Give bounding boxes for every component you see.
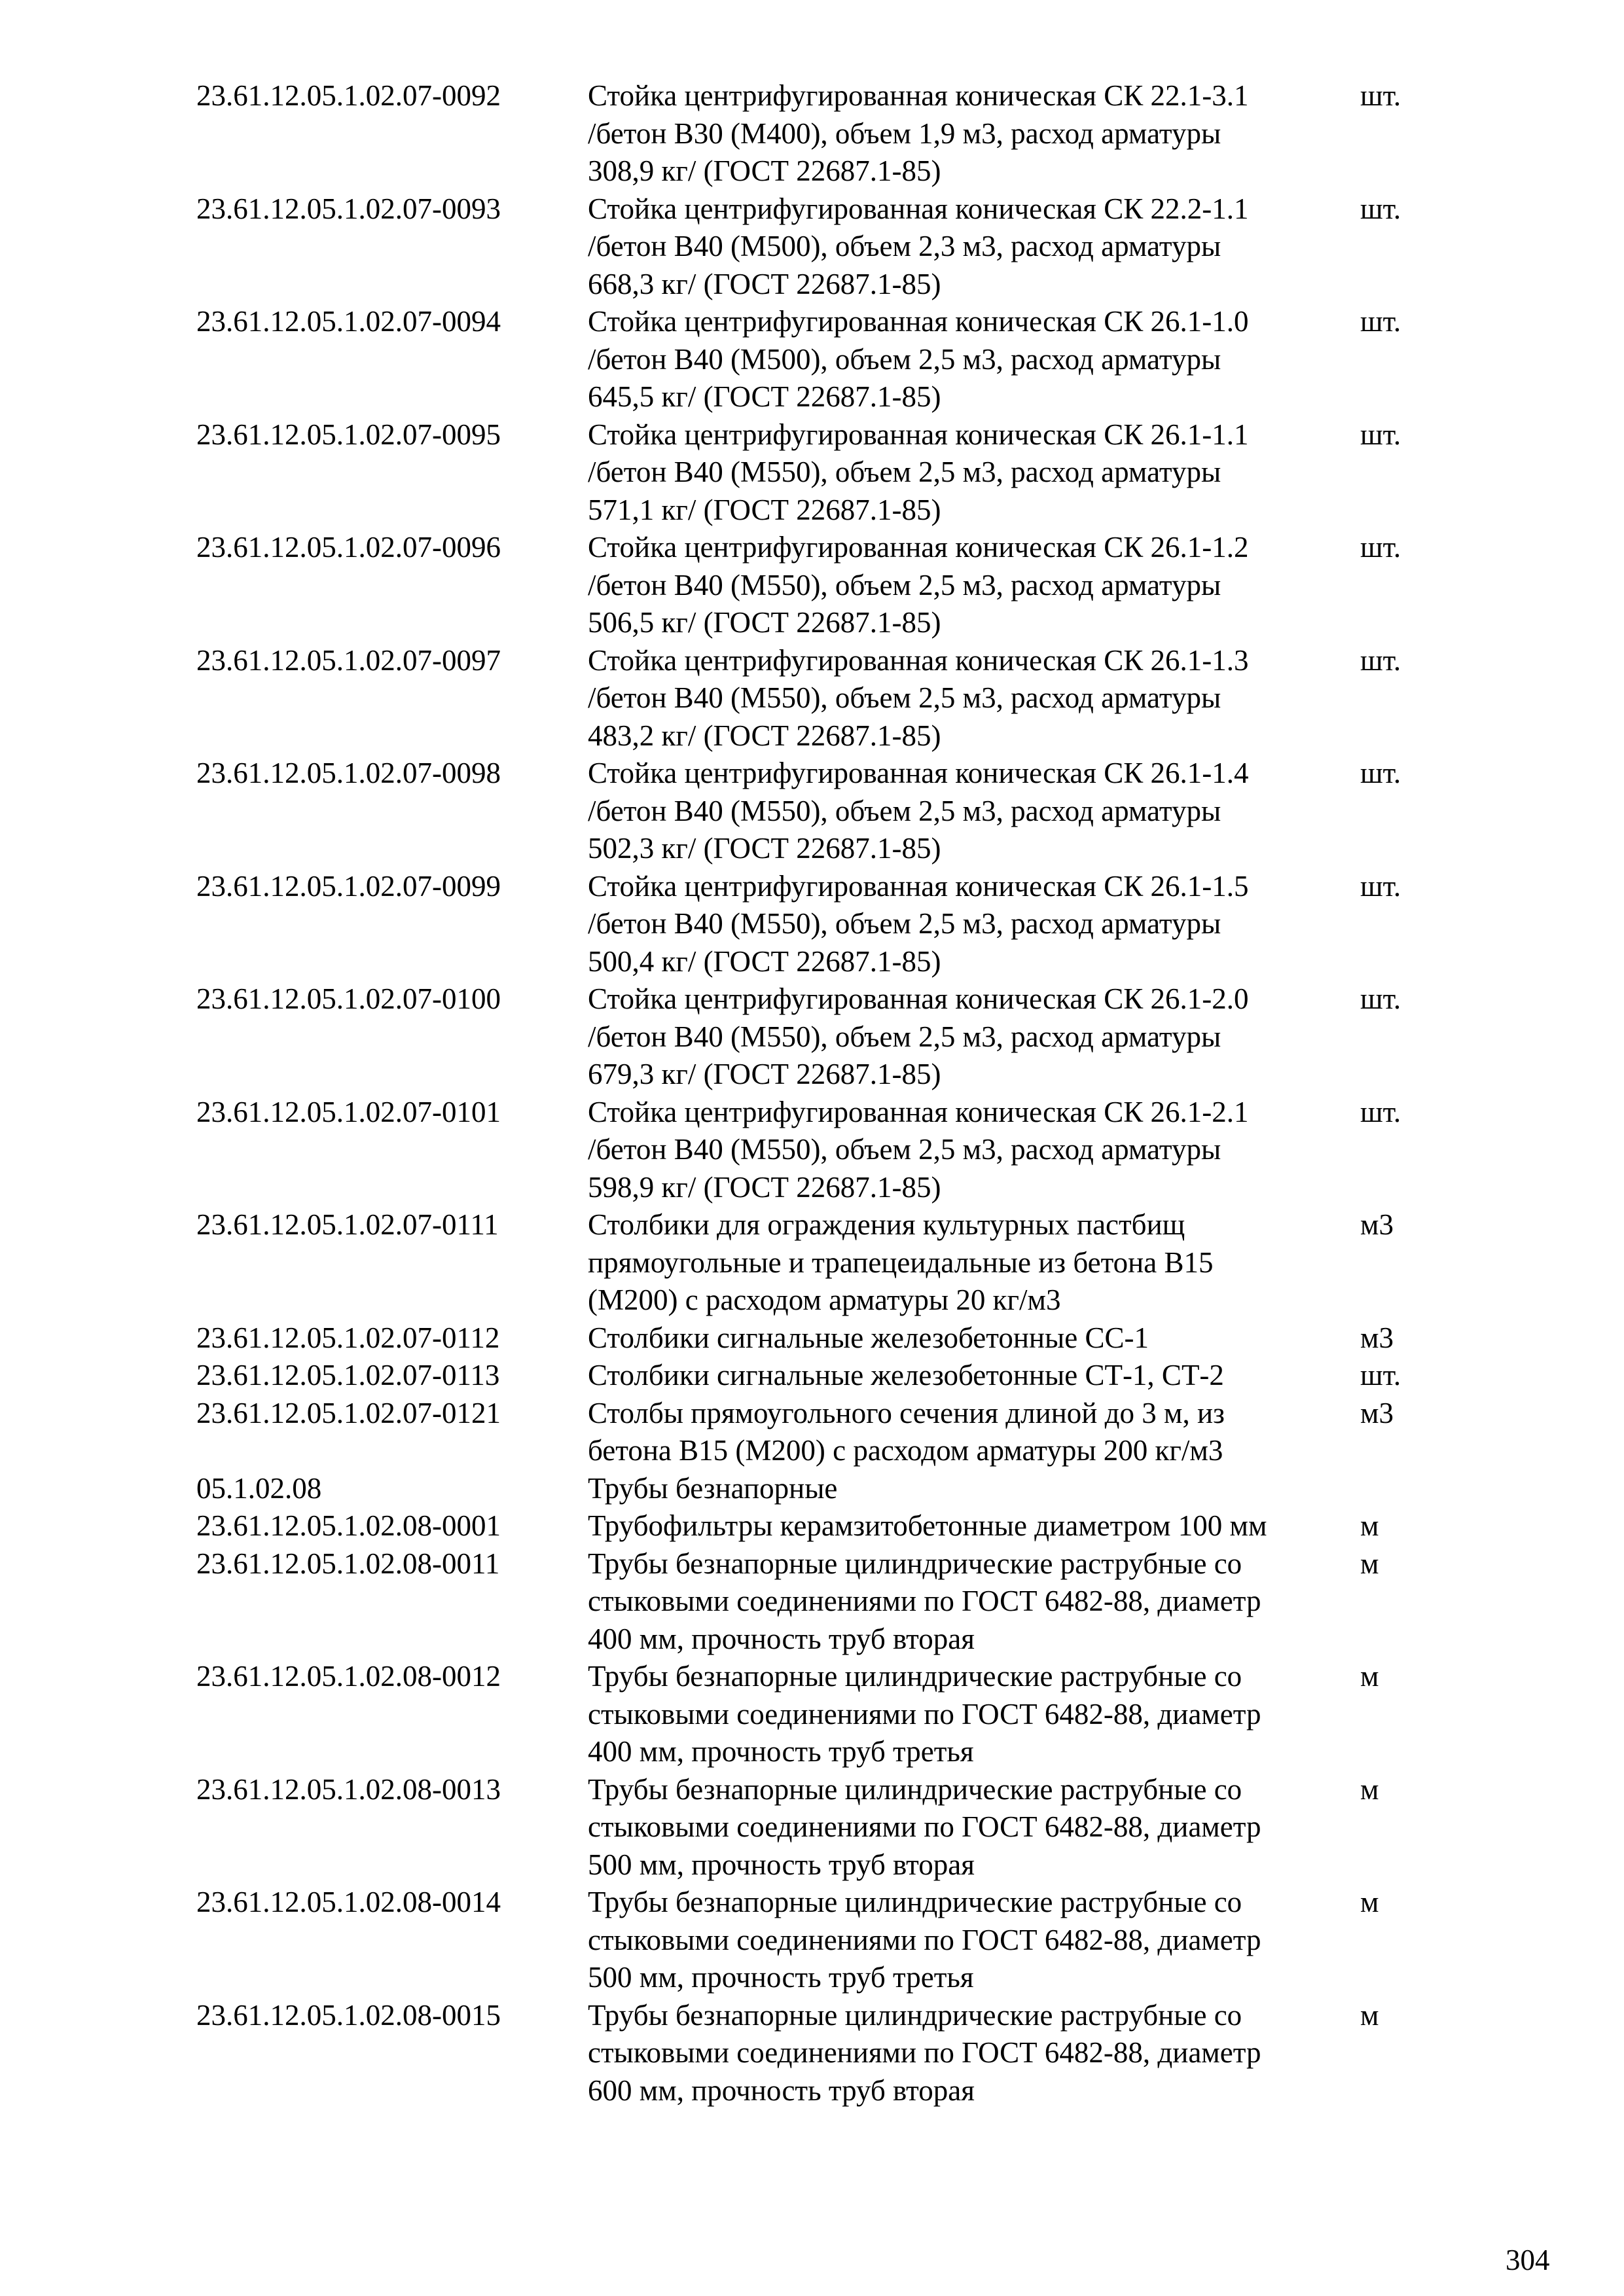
table-row [196, 1395, 1440, 1470]
table-row [196, 1357, 1440, 1395]
item-code: 23.61.12.05.1.02.07-0093 [196, 192, 501, 225]
item-description-line: Столбы прямоугольного сечения длиной до 3 м, из [588, 1396, 1225, 1429]
item-unit: шт. [1360, 757, 1401, 789]
item-description-line: 645,5 кг/ (ГОСТ 22687.1-85) [588, 380, 941, 413]
item-description-line: Стойка центрифугированная коническая СК 26.1-1.1 [588, 418, 1249, 451]
table-row [196, 529, 1440, 642]
item-unit: шт. [1360, 1359, 1401, 1391]
item-description-line: 668,3 кг/ (ГОСТ 22687.1-85) [588, 267, 941, 300]
item-description-line: Стойка центрифугированная коническая СК 26.1-2.0 [588, 982, 1249, 1015]
item-unit: шт. [1360, 531, 1401, 564]
item-code: 23.61.12.05.1.02.07-0111 [196, 1208, 499, 1241]
item-unit: м [1360, 1547, 1379, 1580]
item-unit: шт. [1360, 869, 1401, 903]
item-description-line: Трубы безнапорные цилиндрические раструбные со [588, 1772, 1242, 1806]
item-description-line: Стойка центрифугированная коническая СК 26.1-1.2 [588, 531, 1249, 564]
item-description [588, 1470, 1360, 1508]
item-unit: шт. [1360, 305, 1401, 338]
item-code: 23.61.12.05.1.02.07-0121 [196, 1396, 501, 1429]
item-description-line: /бетон В40 (М550), объем 2,5 м3, расход арматуры [588, 1020, 1221, 1053]
item-description-line: Столбики сигнальные железобетонные СТ-1, СТ-2 [588, 1359, 1224, 1391]
item-description [588, 416, 1360, 529]
item-code: 23.61.12.05.1.02.08-0011 [196, 1547, 500, 1580]
item-description-line: Трубы безнапорные цилиндрические раструбные со [588, 1547, 1242, 1580]
item-description [588, 1545, 1360, 1659]
item-code: 23.61.12.05.1.02.08-0013 [196, 1772, 501, 1806]
item-description-line: стыковыми соединениями по ГОСТ 6482-88, диаметр [588, 1810, 1261, 1843]
item-code: 23.61.12.05.1.02.07-0095 [196, 418, 501, 451]
item-unit: м [1360, 1660, 1379, 1693]
item-unit: шт. [1360, 418, 1401, 451]
item-description-line: 502,3 кг/ (ГОСТ 22687.1-85) [588, 832, 941, 865]
item-code: 23.61.12.05.1.02.08-0015 [196, 1998, 501, 2032]
item-description-line: Стойка центрифугированная коническая СК 22.1-3.1 [588, 79, 1249, 112]
item-description-line: прямоугольные и трапецеидальные из бетона В15 [588, 1246, 1214, 1279]
table-row [196, 190, 1440, 304]
item-description-line: 600 мм, прочность труб вторая [588, 2073, 975, 2107]
item-description [588, 529, 1360, 642]
item-description-line: Трубы безнапорные [588, 1471, 838, 1505]
item-description-line: /бетон В40 (М500), объем 2,5 м3, расход арматуры [588, 342, 1221, 376]
item-description [588, 1658, 1360, 1771]
item-unit: шт. [1360, 1095, 1401, 1128]
item-description-line: 598,9 кг/ (ГОСТ 22687.1-85) [588, 1170, 941, 1204]
item-code: 23.61.12.05.1.02.07-0097 [196, 643, 501, 677]
item-description-line: стыковыми соединениями по ГОСТ 6482-88, диаметр [588, 1923, 1261, 1956]
item-code: 23.61.12.05.1.02.07-0098 [196, 757, 501, 789]
item-description-line: /бетон В40 (М550), объем 2,5 м3, расход арматуры [588, 456, 1221, 488]
item-description [588, 980, 1360, 1094]
item-unit: м [1360, 1772, 1379, 1806]
item-unit: шт. [1360, 79, 1401, 112]
table-row [196, 642, 1440, 755]
item-description-line: Стойка центрифугированная коническая СК 26.1-1.4 [588, 757, 1249, 789]
item-description-line: Трубы безнапорные цилиндрические раструбные со [588, 1660, 1242, 1693]
price-table [196, 77, 1440, 2109]
item-description [588, 190, 1360, 304]
item-description [588, 1884, 1360, 1997]
table-row [196, 1319, 1440, 1357]
item-description-line: (М200) с расходом арматуры 20 кг/м3 [588, 1283, 1061, 1316]
item-description-line: /бетон В40 (М550), объем 2,5 м3, расход арматуры [588, 681, 1221, 714]
table-row [196, 416, 1440, 529]
item-description-line: 500 мм, прочность труб третья [588, 1961, 974, 1994]
item-description [588, 1395, 1360, 1470]
item-description-line: 500 мм, прочность труб вторая [588, 1848, 975, 1881]
table-row [196, 1771, 1440, 1884]
item-description-line: стыковыми соединениями по ГОСТ 6482-88, диаметр [588, 1697, 1261, 1731]
item-description [588, 1094, 1360, 1207]
table-row [196, 303, 1440, 416]
item-unit: м [1360, 1998, 1379, 2032]
item-description [588, 868, 1360, 981]
item-code: 23.61.12.05.1.02.07-0096 [196, 531, 501, 564]
item-unit: шт. [1360, 982, 1401, 1015]
item-description-line: Трубы безнапорные цилиндрические раструбные со [588, 1998, 1242, 2032]
item-code: 23.61.12.05.1.02.08-0012 [196, 1660, 501, 1693]
table-row [196, 1507, 1440, 1545]
item-code: 23.61.12.05.1.02.08-0014 [196, 1886, 501, 1918]
item-code: 23.61.12.05.1.02.07-0113 [196, 1359, 500, 1391]
item-description [588, 77, 1360, 190]
table-row [196, 1884, 1440, 1997]
item-description-line: бетона В15 (М200) с расходом арматуры 200 кг/м3 [588, 1434, 1223, 1467]
item-unit: шт. [1360, 192, 1401, 225]
table-row [196, 1470, 1440, 1508]
item-description-line: стыковыми соединениями по ГОСТ 6482-88, диаметр [588, 2036, 1261, 2069]
table-row [196, 1206, 1440, 1319]
item-description-line: 400 мм, прочность труб вторая [588, 1622, 975, 1655]
item-description-line: Столбики для ограждения культурных пастбищ [588, 1208, 1185, 1241]
item-unit: м [1360, 1886, 1379, 1918]
item-description [588, 1319, 1360, 1357]
table-row [196, 77, 1440, 190]
table-row [196, 1094, 1440, 1207]
item-code: 23.61.12.05.1.02.07-0094 [196, 305, 501, 338]
item-description [588, 1997, 1360, 2110]
item-description-line: Трубы безнапорные цилиндрические раструбные со [588, 1886, 1242, 1918]
item-description-line: /бетон В40 (М550), объем 2,5 м3, расход арматуры [588, 794, 1221, 827]
table-row [196, 1545, 1440, 1659]
table-row [196, 868, 1440, 981]
item-description-line: /бетон В40 (М550), объем 2,5 м3, расход арматуры [588, 568, 1221, 601]
item-description [588, 642, 1360, 755]
item-code: 23.61.12.05.1.02.07-0100 [196, 982, 501, 1015]
item-code: 23.61.12.05.1.02.07-0099 [196, 869, 501, 903]
item-unit: м3 [1360, 1321, 1394, 1354]
item-description-line: Стойка центрифугированная коническая СК 22.2-1.1 [588, 192, 1249, 225]
item-description-line: 500,4 кг/ (ГОСТ 22687.1-85) [588, 944, 941, 978]
item-unit: шт. [1360, 643, 1401, 677]
item-code: 23.61.12.05.1.02.08-0001 [196, 1509, 501, 1542]
item-description-line: /бетон В40 (М500), объем 2,3 м3, расход арматуры [588, 230, 1221, 262]
item-unit: м3 [1360, 1396, 1394, 1429]
item-description [588, 303, 1360, 416]
item-description [588, 1507, 1360, 1545]
item-description [588, 755, 1360, 868]
item-code: 23.61.12.05.1.02.07-0101 [196, 1095, 501, 1128]
item-description-line: /бетон В30 (М400), объем 1,9 м3, расход арматуры [588, 117, 1221, 150]
page-number: 304 [1506, 2244, 1550, 2276]
item-description-line: Столбики сигнальные железобетонные СС-1 [588, 1321, 1149, 1354]
item-description-line: 506,5 кг/ (ГОСТ 22687.1-85) [588, 606, 941, 639]
item-description-line: Стойка центрифугированная коническая СК 26.1-1.5 [588, 869, 1249, 903]
item-description-line: /бетон В40 (М550), объем 2,5 м3, расход арматуры [588, 1133, 1221, 1166]
table-row [196, 755, 1440, 868]
item-code: 23.61.12.05.1.02.07-0092 [196, 79, 501, 112]
item-code: 23.61.12.05.1.02.07-0112 [196, 1321, 500, 1354]
item-description-line: стыковыми соединениями по ГОСТ 6482-88, диаметр [588, 1585, 1261, 1617]
item-description-line: 571,1 кг/ (ГОСТ 22687.1-85) [588, 493, 941, 526]
table-row [196, 1658, 1440, 1771]
item-description-line: Стойка центрифугированная коническая СК 26.1-1.0 [588, 305, 1249, 338]
item-description-line: 679,3 кг/ (ГОСТ 22687.1-85) [588, 1058, 941, 1090]
item-code: 05.1.02.08 [196, 1471, 322, 1505]
item-description-line: 483,2 кг/ (ГОСТ 22687.1-85) [588, 719, 941, 752]
item-unit: м3 [1360, 1208, 1394, 1241]
item-unit: м [1360, 1509, 1379, 1542]
item-description-line: 308,9 кг/ (ГОСТ 22687.1-85) [588, 154, 941, 187]
table-row [196, 1997, 1440, 2110]
item-description-line: Трубофильтры керамзитобетонные диаметром 100 мм [588, 1509, 1267, 1542]
table-row [196, 980, 1440, 1094]
item-description [588, 1771, 1360, 1884]
item-description-line: Стойка центрифугированная коническая СК 26.1-2.1 [588, 1095, 1249, 1128]
item-description-line: 400 мм, прочность труб третья [588, 1735, 974, 1768]
item-description-line: /бетон В40 (М550), объем 2,5 м3, расход арматуры [588, 907, 1221, 940]
item-description [588, 1357, 1360, 1395]
item-description-line: Стойка центрифугированная коническая СК 26.1-1.3 [588, 643, 1249, 677]
item-description [588, 1206, 1360, 1319]
